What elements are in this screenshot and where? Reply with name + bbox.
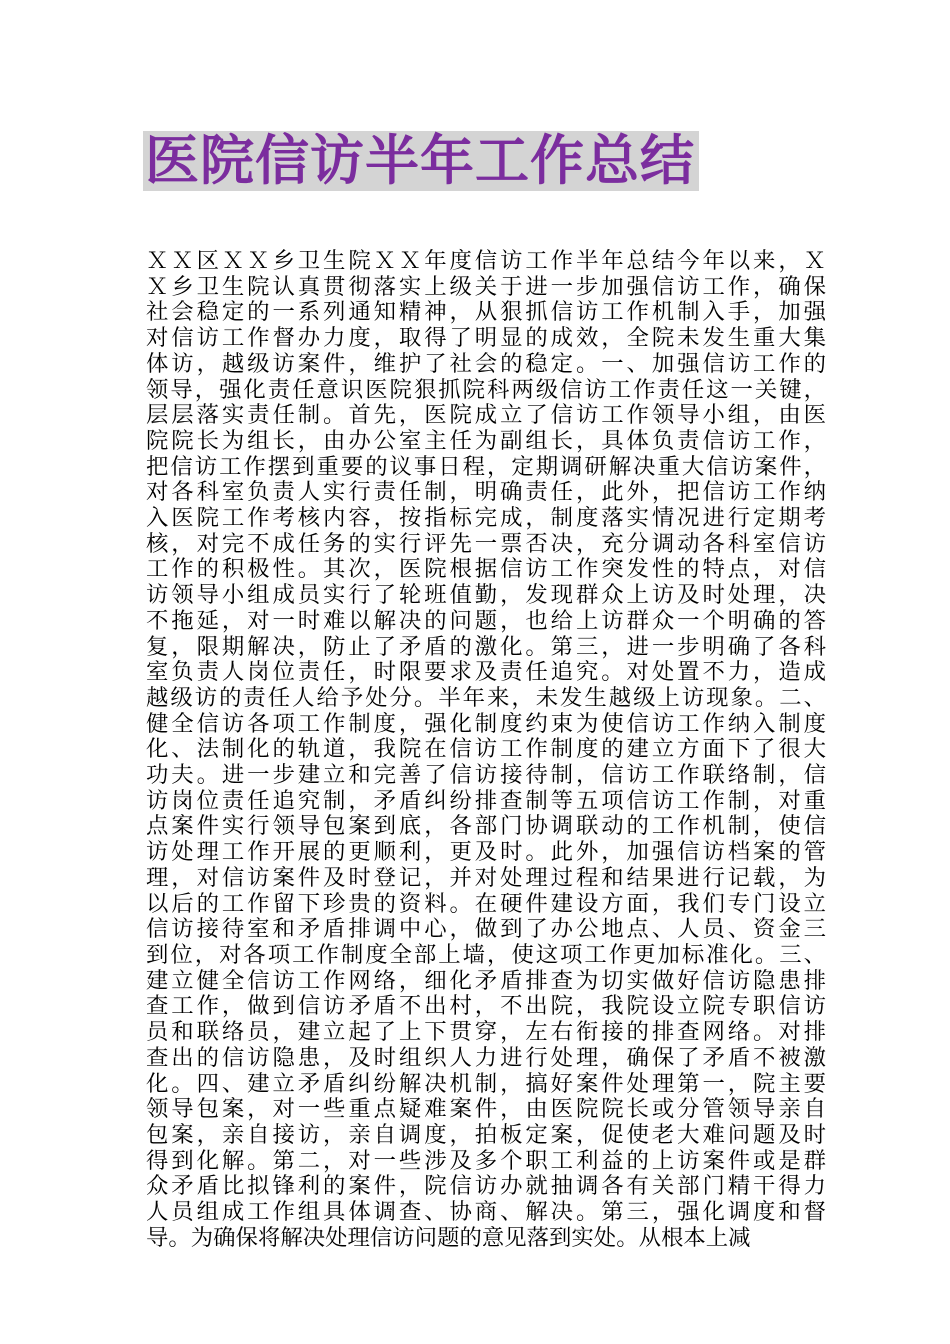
paragraph-line: 查出的信访隐患，及时组织人力进行处理，确保了矛盾不被激 — [146, 1044, 826, 1071]
paragraph-line: 访领导小组成员实行了轮班值勤，发现群众上访及时处理，决 — [146, 582, 826, 609]
paragraph-line: 体访，越级访案件，维护了社会的稳定。一、加强信访工作的 — [146, 350, 826, 377]
paragraph-line: 院院长为组长，由办公室主任为副组长，具体负责信访工作， — [146, 427, 826, 454]
paragraph-line: 入医院工作考核内容，按指标完成，制度落实情况进行定期考 — [146, 505, 826, 532]
paragraph-line: 功夫。进一步建立和完善了信访接待制，信访工作联络制，信 — [146, 762, 826, 789]
paragraph-line: ＸＸ区ＸＸ乡卫生院ＸＸ年度信访工作半年总结今年以来，Ｘ — [146, 248, 826, 274]
paragraph-line: 工作的积极性。其次，医院根据信访工作突发性的特点，对信 — [146, 556, 826, 583]
paragraph-line: 室负责人岗位责任，时限要求及责任追究。对处置不力，造成 — [146, 659, 826, 686]
paragraph-line: 领导包案，对一些重点疑难案件，由医院院长或分管领导亲自 — [146, 1096, 826, 1123]
paragraph-line: 点案件实行领导包案到底，各部门协调联动的工作机制，使信 — [146, 813, 826, 840]
paragraph-line: 对各科室负责人实行责任制，明确责任，此外，把信访工作纳 — [146, 479, 826, 506]
paragraph-line: 访岗位责任追究制，矛盾纠纷排查制等五项信访工作制，对重 — [146, 787, 826, 814]
paragraph-line: 不拖延，对一时难以解决的问题，也给上访群众一个明确的答 — [146, 607, 826, 634]
paragraph-line: Ｘ乡卫生院认真贯彻落实上级关于进一步加强信访工作，确保 — [146, 273, 826, 300]
paragraph-line: 复，限期解决，防止了矛盾的激化。第三，进一步明确了各科 — [146, 633, 826, 660]
paragraph-line: 众矛盾比拟锋利的案件，院信访办就抽调各有关部门精干得力 — [146, 1173, 826, 1200]
paragraph-line: 得到化解。第二，对一些涉及多个职工利益的上访案件或是群 — [146, 1147, 826, 1174]
paragraph-line: 越级访的责任人给予处分。半年来，未发生越级上访现象。二、 — [146, 684, 826, 711]
paragraph-line: 以后的工作留下珍贵的资料。在硬件建设方面，我们专门设立 — [146, 890, 826, 917]
paragraph-line: 理，对信访案件及时登记，并对处理过程和结果进行记载，为 — [146, 864, 826, 891]
paragraph-line: 导。为确保将解决处理信访问题的意见落到实处。从根本上减 — [146, 1224, 751, 1251]
paragraph-line: 到位，对各项工作制度全部上墙，使这项工作更加标准化。三、 — [146, 941, 826, 968]
paragraph-line: 对信访工作督办力度，取得了明显的成效，全院未发生重大集 — [146, 325, 826, 352]
body-paragraph — [146, 249, 826, 1251]
page-title: 医院信访半年工作总结 — [145, 129, 695, 192]
paragraph-line: 化。四、建立矛盾纠纷解决机制，搞好案件处理第一，院主要 — [146, 1070, 826, 1097]
paragraph-line: 层层落实责任制。首先，医院成立了信访工作领导小组，由医 — [146, 402, 826, 429]
paragraph-line: 信访接待室和矛盾排调中心，做到了办公地点、人员、资金三 — [146, 916, 826, 943]
paragraph-line: 领导，强化责任意识医院狠抓院科两级信访工作责任这一关键， — [146, 376, 826, 403]
paragraph-line: 建立健全信访工作网络，细化矛盾排查为切实做好信访隐患排 — [146, 967, 826, 994]
paragraph-line: 化、法制化的轨道，我院在信访工作制度的建立方面下了很大 — [146, 736, 826, 763]
paragraph-line: 把信访工作摆到重要的议事日程，定期调研解决重大信访案件， — [146, 453, 826, 480]
paragraph-line: 包案，亲自接访，亲自调度，拍板定案，促使老大难问题及时 — [146, 1121, 826, 1148]
paragraph-line: 社会稳定的一系列通知精神，从狠抓信访工作机制入手，加强 — [146, 299, 826, 326]
title-highlight — [143, 131, 699, 191]
paragraph-line: 健全信访各项工作制度，强化制度约束为使信访工作纳入制度 — [146, 710, 826, 737]
paragraph-line: 人员组成工作组具体调查、协商、解决。第三，强化调度和督 — [146, 1199, 826, 1226]
paragraph-line: 访处理工作开展的更顺利，更及时。此外，加强信访档案的管 — [146, 839, 826, 866]
paragraph-line: 查工作，做到信访矛盾不出村，不出院，我院设立院专职信访 — [146, 993, 826, 1020]
paragraph-line: 核，对完不成任务的实行评先一票否决，充分调动各科室信访 — [146, 530, 826, 557]
paragraph-line: 员和联络员，建立起了上下贯穿，左右衔接的排查网络。对排 — [146, 1019, 826, 1046]
